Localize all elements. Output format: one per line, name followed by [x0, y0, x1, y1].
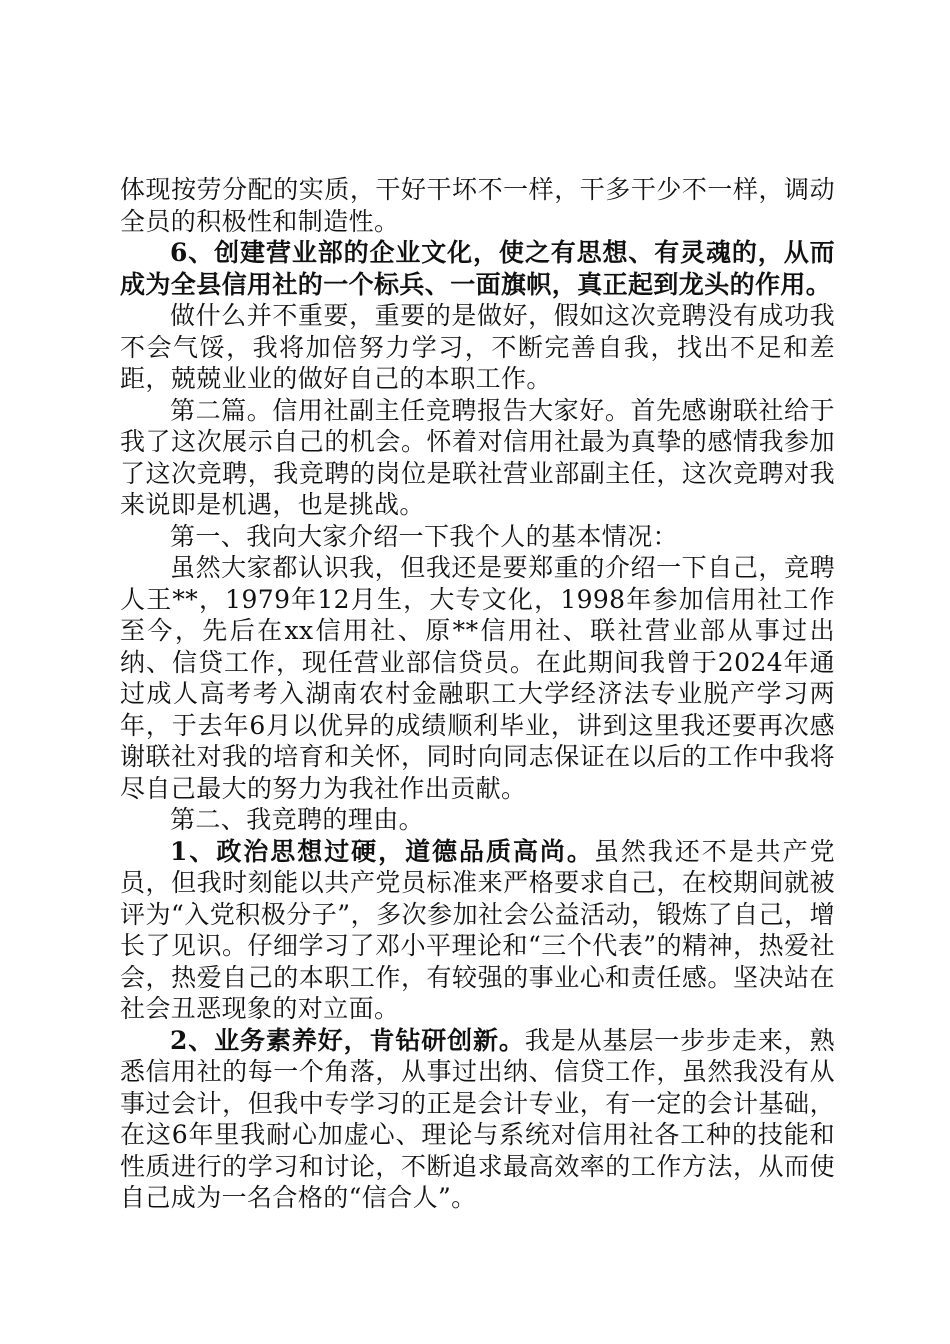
paragraph-5: 第一、我向大家介绍一下我个人的基本情况： [170, 521, 679, 551]
paragraph-8 [120, 836, 835, 1025]
paragraph-4: 第二篇。信用社副主任竞聘报告大家好。首先感谢联社给于我了这次展示自己的机会。怀着对信用社最为真挚的感情我参加了这次竞聘，我竞聘的岗位是联社营业部副主任，这次竞聘对我来说即是机遇，也是挑战。 [120, 395, 835, 519]
paragraph-6: 虽然大家都认识我，但我还是要郑重的介绍一下自己，竞聘人王**，1979年12月生，大专文化，1998年参加信用社工作至今，先后在xx信用社、原**信用社、联社营业部从事过出纳、信贷工作，现任营业部信贷员。在此期间我曾于2024年通过成人高考考入湖南农村金融职工大学经济法专业脱产学习两年，于去年6月以优异的成绩顺利毕业，讲到这里我还要再次感谢联社对我的培育和关怀，同时向同志保证在以后的工作中我将尽自己最大的努力为我社作出贡献。 [120, 553, 835, 803]
paragraph-7: 第二、我竞聘的理由。 [170, 805, 425, 834]
paragraph-3: 做什么并不重要，重要的是做好，假如这次竞聘没有成功我不会气馁，我将加倍努力学习，不断完善自我，找出不足和差距，兢兢业业的做好自己的本职工作。 [120, 301, 835, 393]
paragraph-2-heading: 6、创建营业部的企业文化，使之有思想、有灵魂的，从而成为全县信用社的一个标兵、一面旗帜，真正起到龙头的作用。 [120, 238, 835, 299]
paragraph-1: 体现按劳分配的实质，干好干坏不一样，干多干少不一样，调动全员的积极性和制造性。 [120, 175, 835, 236]
document-body [120, 174, 835, 1214]
paragraph-8-lead: 1、政治思想过硬，道德品质高尚。 [170, 836, 594, 866]
paragraph-9-lead: 2、业务素养好，肯钻研创新。 [170, 1025, 525, 1055]
paragraph-8-body: 虽然我还不是共产党员，但我时刻能以共产党员标准来严格要求自己，在校期间就被评为“入党积极分子”，多次参加社会公益活动，锻炼了自己，增长了见识。仔细学习了邓小平理论和“三个代表”的精神，热爱社会，热爱自己的本职工作，有较强的事业心和责任感。坚决站在社会丑恶现象的对立面。 [120, 836, 835, 1023]
paragraph-9 [120, 1025, 835, 1214]
paragraph-9-body: 我是从基层一步步走来，熟悉信用社的每一个角落，从事过出纳、信贷工作，虽然我没有从事过会计，但我中专学习的正是会计专业，有一定的会计基础，在这6年里我耐心加虚心、理论与系统对信用社各工种的技能和性质进行的学习和讨论，不断追求最高效率的工作方法，从而使自己成为一名合格的“信合人”。 [120, 1025, 835, 1212]
